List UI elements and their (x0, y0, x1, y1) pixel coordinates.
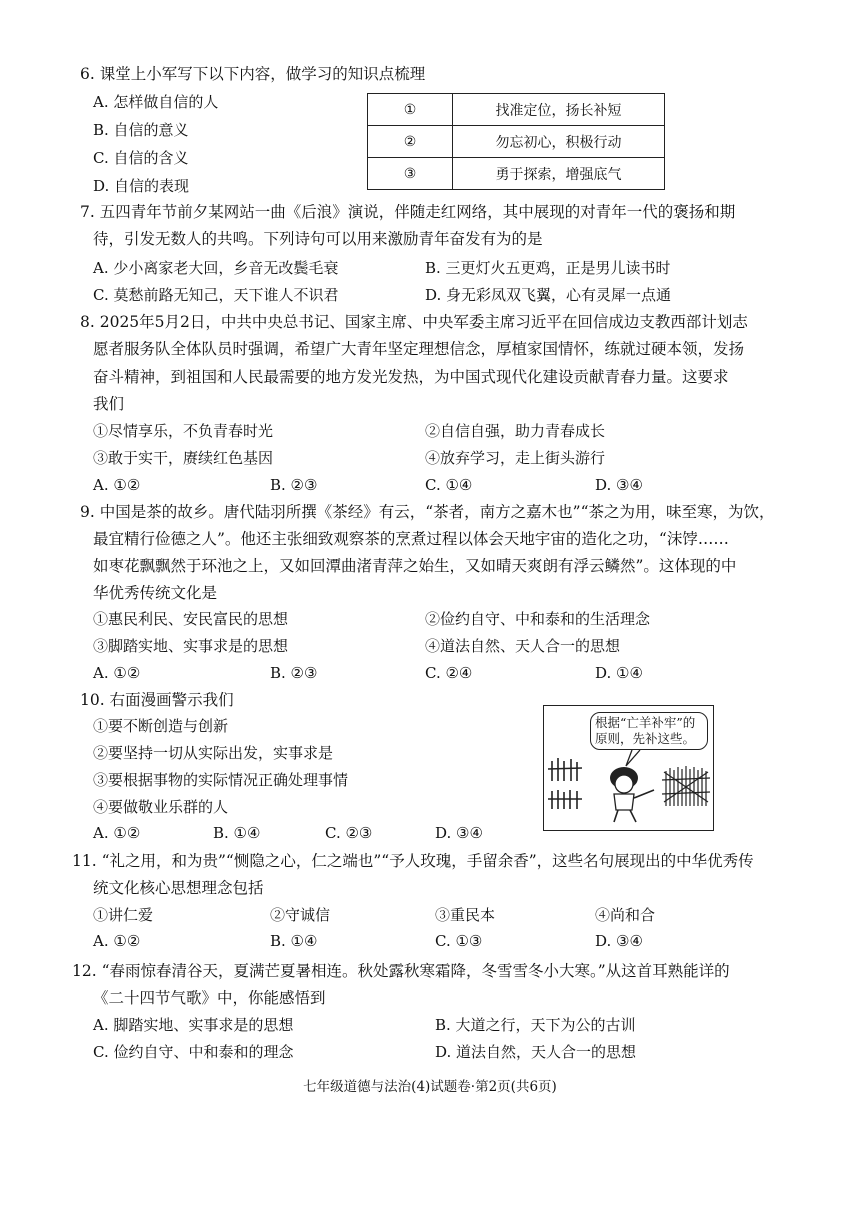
q9-stem-line3: 如枣花飘飘然于环池之上，又如回潭曲渚青萍之始生，又如晴天爽朗有浮云鳞然”。这体现的中 (93, 557, 737, 575)
q11-item-2: ②守诚信 (270, 906, 331, 924)
table-cell-text: 勇于探索，增强底气 (453, 158, 665, 190)
q9-option-a: A. ①② (93, 664, 141, 682)
q7-stem-line2: 待，引发无数人的共鸣。下列诗句可以用来激励青年奋发有为的是 (93, 230, 543, 248)
q7-option-d: D. 身无彩凤双飞翼，心有灵犀一点通 (425, 286, 672, 304)
q8-stem-line1: 8. 2025年5月2日，中共中央总书记、国家主席、中央军委主席习近平在回信成边支教西部计划志 (80, 313, 748, 331)
q8-item-3: ③敢于实干，赓续红色基因 (93, 449, 274, 467)
q12-option-c: C. 俭约自守、中和泰和的理念 (93, 1043, 294, 1061)
q9-option-b: B. ②③ (270, 664, 318, 682)
table-row (368, 94, 665, 126)
table-cell-text: 找准定位，扬长补短 (453, 94, 665, 126)
q10-item-4: ④要做敬业乐群的人 (93, 798, 229, 816)
q9-stem-line1: 9. 中国是茶的故乡。唐代陆羽所撰《茶经》有云，“茶者，南方之嘉木也”“茶之为用，味至寒，为饮， (80, 503, 775, 521)
q8-option-b: B. ②③ (270, 476, 318, 494)
q9-stem-line2: 最宜精行俭德之人”。他还主张细致观察茶的烹煮过程以体会天地宇宙的造化之功，“沫饽…… (93, 530, 729, 548)
q7-stem-line1: 7. 五四青年节前夕某网站一曲《后浪》演说，伴随走红网络，其中展现的对青年一代的褒扬和期 (80, 203, 736, 221)
q10-option-c: C. ②③ (325, 824, 373, 842)
q8-stem-line4: 我们 (93, 395, 125, 413)
q8-stem-line2: 愿者服务队全体队员时强调，希望广大青年坚定理想信念，厚植家国情怀，练就过硬本领，发扬 (93, 340, 745, 358)
comic-illustration (544, 706, 712, 829)
q10-item-1: ①要不断创造与创新 (93, 717, 229, 735)
fence-left-icon (548, 758, 582, 809)
q8-option-c: C. ①④ (425, 476, 473, 494)
q7-option-c: C. 莫愁前路无知己，天下谁人不识君 (93, 286, 339, 304)
fence-right-icon (662, 766, 710, 806)
q8-item-4: ④放弃学习，走上街头游行 (425, 449, 606, 467)
q11-stem-line1: 11. “礼之用，和为贵”“恻隐之心，仁之端也”“予人玫瑰，手留余香”，这些名句展现出的中华优秀传 (72, 852, 754, 870)
q7-option-a: A. 少小离家老大回，乡音无改鬓毛衰 (93, 259, 339, 277)
q9-option-d: D. ①④ (595, 664, 643, 682)
q12-stem-line2: 《二十四节气歌》中，你能感悟到 (93, 989, 326, 1007)
table-cell-num: ② (368, 126, 453, 158)
q11-item-1: ①讲仁爱 (93, 906, 154, 924)
q8-option-a: A. ①② (93, 476, 141, 494)
q11-option-d: D. ③④ (595, 932, 643, 950)
q10-option-a: A. ①② (93, 824, 141, 842)
q10-stem: 10. 右面漫画警示我们 (80, 691, 234, 709)
q11-stem-line2: 统文化核心思想理念包括 (93, 879, 264, 897)
q6-option-a: A. 怎样做自信的人 (93, 93, 219, 111)
q10-comic (543, 705, 714, 831)
q6-option-d: D. 自信的表现 (93, 177, 190, 195)
table-cell-text: 勿忘初心，积极行动 (453, 126, 665, 158)
boy-figure-icon (610, 767, 654, 822)
q11-item-4: ④尚和合 (595, 906, 656, 924)
q11-option-b: B. ①④ (270, 932, 318, 950)
q8-stem-line3: 奋斗精神，到祖国和人民最需要的地方发光发热，为中国式现代化建设贡献青春力量。这要求 (93, 368, 729, 386)
q12-option-b: B. 大道之行，天下为公的古训 (435, 1016, 636, 1034)
q7-option-b: B. 三更灯火五更鸡，正是男儿读书时 (425, 259, 671, 277)
q11-option-a: A. ①② (93, 932, 141, 950)
page-footer: 七年级道德与法治(4)试题卷·第2页(共6页) (303, 1079, 557, 1095)
table-row (368, 158, 665, 190)
q9-item-2: ②俭约自守、中和泰和的生活理念 (425, 610, 651, 628)
q9-item-1: ①惠民利民、安民富民的思想 (93, 610, 289, 628)
q11-item-3: ③重民本 (435, 906, 496, 924)
comic-speech-bubble: 根据“亡羊补牢”的原则，先补这些。 (590, 712, 708, 750)
q6-option-c: C. 自信的含义 (93, 149, 189, 167)
q9-item-3: ③脚踏实地、实事求是的思想 (93, 637, 289, 655)
q10-item-3: ③要根据事物的实际情况正确处理事情 (93, 771, 349, 789)
q8-option-d: D. ③④ (595, 476, 643, 494)
table-row (368, 126, 665, 158)
q10-option-d: D. ③④ (435, 824, 483, 842)
table-cell-num: ③ (368, 158, 453, 190)
q10-item-2: ②要坚持一切从实际出发，实事求是 (93, 744, 334, 762)
q12-option-d: D. 道法自然，天人合一的思想 (435, 1043, 637, 1061)
q9-stem-line4: 华优秀传统文化是 (93, 584, 218, 602)
q6-stem: 6. 课堂上小军写下以下内容，做学习的知识点梳理 (80, 65, 426, 83)
q8-item-1: ①尽情享乐，不负青春时光 (93, 422, 274, 440)
q6-option-b: B. 自信的意义 (93, 121, 189, 139)
q11-option-c: C. ①③ (435, 932, 483, 950)
q12-stem-line1: 12. “春雨惊春清谷天，夏满芒夏暑相连。秋处露秋寒霜降，冬雪雪冬小大寒。”从这首耳熟能详的 (72, 962, 730, 980)
q9-option-c: C. ②④ (425, 664, 473, 682)
q10-option-b: B. ①④ (213, 824, 261, 842)
q8-item-2: ②自信自强，助力青春成长 (425, 422, 606, 440)
table-cell-num: ① (368, 94, 453, 126)
q12-option-a: A. 脚踏实地、实事求是的思想 (93, 1016, 294, 1034)
q6-table (367, 93, 665, 190)
q9-item-4: ④道法自然、天人合一的思想 (425, 637, 621, 655)
